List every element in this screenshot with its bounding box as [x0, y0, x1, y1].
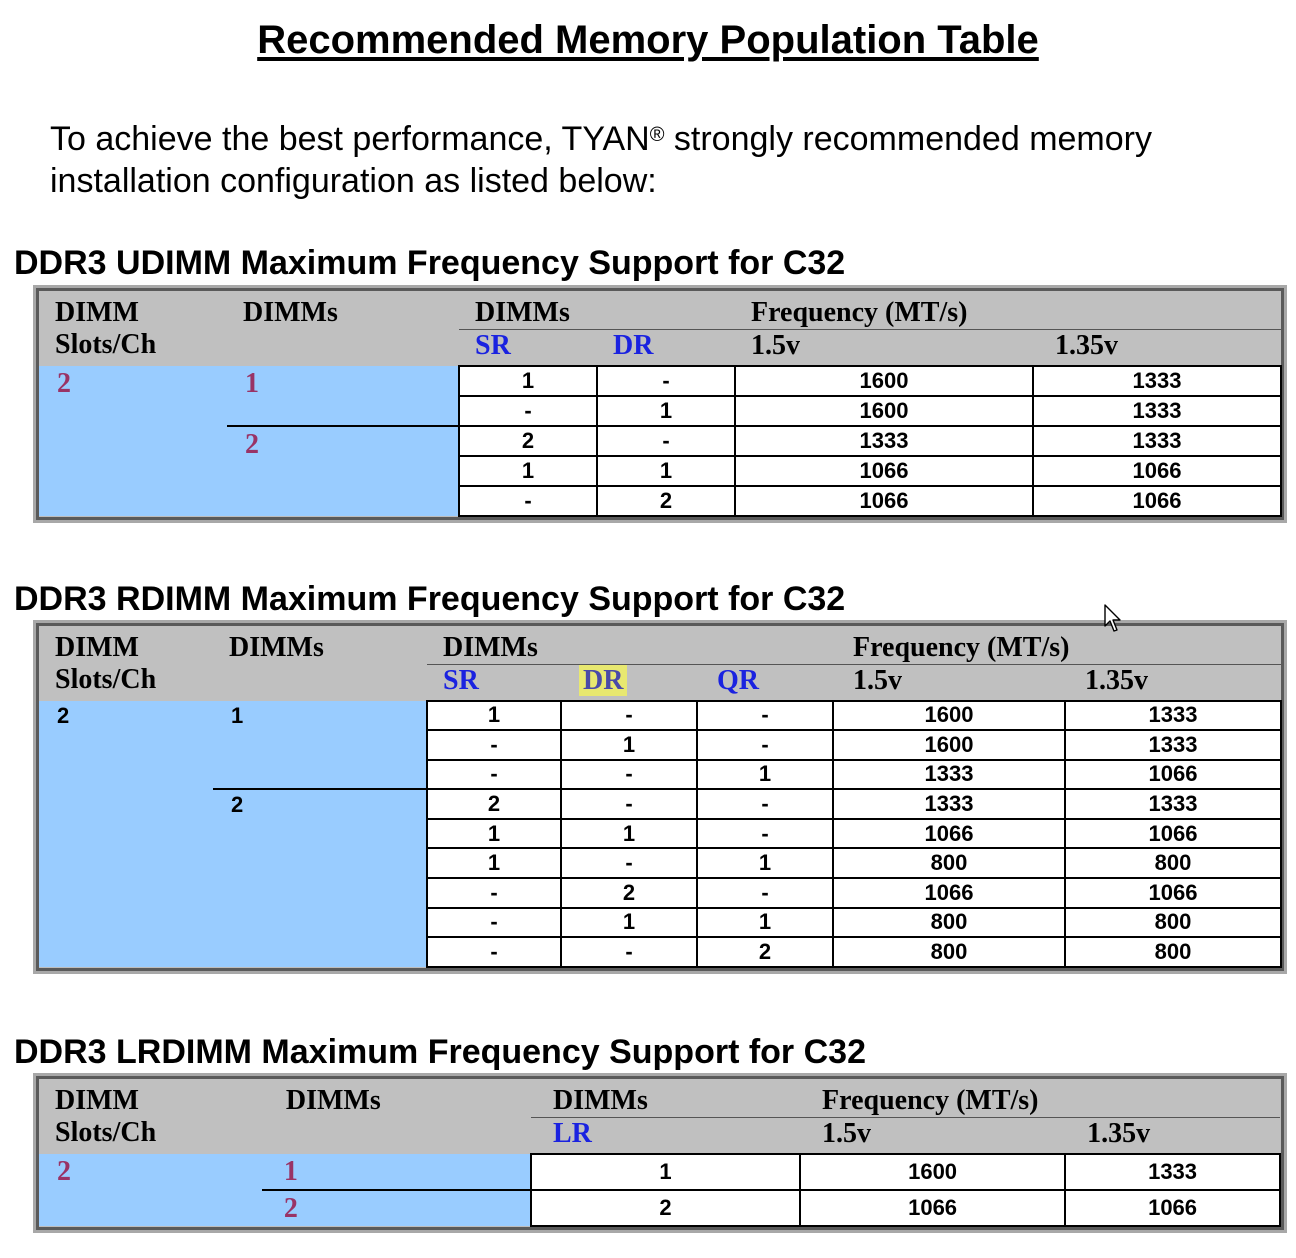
udimm-table: [39, 291, 1282, 517]
table-cell: 2: [597, 486, 735, 516]
table-cell: 1600: [800, 1154, 1065, 1190]
rdimm-header-dimms-group: DIMMs: [427, 626, 833, 665]
table-cell: 1: [561, 908, 697, 938]
lrdimm-header-lr: LR: [531, 1118, 800, 1154]
table-cell: -: [697, 701, 833, 731]
table-cell: 1: [697, 760, 833, 790]
table-cell: -: [597, 366, 735, 396]
intro-line2: installation configuration as listed below:: [50, 162, 657, 200]
rdimm-header-slots: DIMM Slots/Ch: [39, 626, 213, 701]
rdimm-slots-value: 2: [39, 701, 213, 967]
table-cell: -: [459, 396, 597, 426]
table-cell: -: [561, 701, 697, 731]
table-cell: 1333: [1033, 426, 1281, 456]
lrdimm-header-frequency: Frequency (MT/s): [800, 1079, 1280, 1118]
table-cell: 1066: [1065, 878, 1281, 908]
table-cell: 1333: [735, 426, 1033, 456]
table-cell: -: [561, 789, 697, 819]
table-cell: 1333: [1065, 1154, 1280, 1190]
udimm-section-title: DDR3 UDIMM Maximum Frequency Support for C32: [14, 244, 846, 282]
table-cell: 1333: [1065, 730, 1281, 760]
table-cell: 800: [1065, 848, 1281, 878]
table-cell: 1066: [1033, 486, 1281, 516]
udimm-dimms-group-1: 1: [227, 366, 459, 426]
table-cell: -: [427, 760, 561, 790]
udimm-slots-value: 2: [39, 366, 227, 516]
table-cell: 1066: [833, 819, 1065, 849]
table-cell: 1: [561, 819, 697, 849]
table-cell: 1333: [1065, 701, 1281, 731]
intro-line1-end: strongly recommended memory: [664, 120, 1152, 158]
table-cell: -: [459, 486, 597, 516]
table-cell: 1600: [833, 701, 1065, 731]
udimm-dimms-group-2: 2: [227, 426, 459, 516]
intro-line1-start: To achieve the best performance, TYAN: [50, 120, 650, 158]
table-cell: 2: [531, 1190, 800, 1226]
table-cell: 1: [597, 456, 735, 486]
table-cell: 1: [597, 396, 735, 426]
table-cell: 2: [561, 878, 697, 908]
udimm-header-1-5v: 1.5v: [735, 330, 1033, 366]
table-cell: 1333: [833, 760, 1065, 790]
table-cell: -: [427, 878, 561, 908]
table-cell: 1066: [1065, 1190, 1280, 1226]
table-cell: 1333: [1033, 366, 1281, 396]
udimm-header-dr: DR: [597, 330, 735, 366]
table-cell: 800: [1065, 908, 1281, 938]
rdimm-dimms-group-2: 2: [213, 789, 427, 967]
table-cell: 1: [427, 848, 561, 878]
table-cell: -: [697, 789, 833, 819]
table-cell: -: [427, 730, 561, 760]
table-cell: -: [561, 937, 697, 967]
table-cell: 1333: [1033, 396, 1281, 426]
lrdimm-header-slots: DIMM Slots/Ch: [39, 1079, 262, 1154]
table-cell: 1: [459, 366, 597, 396]
registered-mark: ®: [649, 124, 665, 146]
mouse-pointer-icon: [1104, 604, 1124, 634]
rdimm-header-sr: SR: [427, 665, 561, 701]
table-cell: 800: [833, 848, 1065, 878]
page-title: Recommended Memory Population Table: [257, 18, 1039, 62]
rdimm-section-title: DDR3 RDIMM Maximum Frequency Support for C32: [14, 580, 846, 618]
lrdimm-dimms-group-2: 2: [262, 1190, 531, 1226]
table-cell: 1333: [833, 789, 1065, 819]
table-cell: -: [697, 730, 833, 760]
table-cell: 1066: [800, 1190, 1065, 1226]
lrdimm-slots-value: 2: [39, 1154, 262, 1226]
table-cell: 1: [561, 730, 697, 760]
table-cell: 1066: [735, 486, 1033, 516]
table-cell: -: [561, 848, 697, 878]
table-cell: -: [427, 908, 561, 938]
table-cell: 1600: [735, 396, 1033, 426]
table-cell: 2: [697, 937, 833, 967]
udimm-header-sr: SR: [459, 330, 597, 366]
intro-text: [50, 118, 1270, 202]
table-cell: 1: [459, 456, 597, 486]
lrdimm-section-title: DDR3 LRDIMM Maximum Frequency Support for C32: [14, 1033, 866, 1071]
table-cell: 1: [427, 819, 561, 849]
rdimm-header-frequency: Frequency (MT/s): [833, 626, 1281, 665]
udimm-table-frame: [36, 288, 1284, 520]
rdimm-dimms-group-1: 1: [213, 701, 427, 790]
table-cell: -: [697, 819, 833, 849]
table-cell: -: [561, 760, 697, 790]
rdimm-table-frame: [36, 623, 1284, 971]
rdimm-header-dimms: DIMMs: [213, 626, 427, 701]
table-cell: 800: [1065, 937, 1281, 967]
rdimm-header-1-35v: 1.35v: [1065, 665, 1281, 701]
table-cell: 800: [833, 937, 1065, 967]
rdimm-header-1-5v: 1.5v: [833, 665, 1065, 701]
lrdimm-header-dimms: DIMMs: [262, 1079, 531, 1154]
udimm-header-1-35v: 1.35v: [1033, 330, 1281, 366]
table-cell: 1333: [1065, 789, 1281, 819]
table-cell: 1: [697, 848, 833, 878]
rdimm-table: [39, 626, 1282, 968]
table-cell: 1066: [1065, 819, 1281, 849]
rdimm-header-dr: DR: [561, 665, 697, 701]
table-cell: 2: [427, 789, 561, 819]
table-cell: 1066: [1033, 456, 1281, 486]
rdimm-header-qr: QR: [697, 665, 833, 701]
table-cell: 800: [833, 908, 1065, 938]
table-cell: 1: [427, 701, 561, 731]
table-cell: 1: [697, 908, 833, 938]
lrdimm-table: [39, 1079, 1281, 1227]
table-cell: 2: [459, 426, 597, 456]
lrdimm-header-1-5v: 1.5v: [800, 1118, 1065, 1154]
table-cell: 1066: [1065, 760, 1281, 790]
table-cell: 1: [531, 1154, 800, 1190]
lrdimm-header-dimms-group: DIMMs: [531, 1079, 800, 1118]
table-cell: -: [597, 426, 735, 456]
table-cell: -: [697, 878, 833, 908]
table-cell: 1600: [735, 366, 1033, 396]
table-cell: 1066: [833, 878, 1065, 908]
udimm-header-slots: DIMM Slots/Ch: [39, 291, 227, 366]
lrdimm-table-frame: [36, 1076, 1284, 1230]
lrdimm-dimms-group-1: 1: [262, 1154, 531, 1190]
table-cell: 1600: [833, 730, 1065, 760]
udimm-header-dimms: DIMMs: [227, 291, 459, 366]
table-cell: 1066: [735, 456, 1033, 486]
udimm-header-frequency: Frequency (MT/s): [735, 291, 1281, 330]
udimm-header-dimms-group: DIMMs: [459, 291, 735, 330]
table-cell: -: [427, 937, 561, 967]
lrdimm-header-1-35v: 1.35v: [1065, 1118, 1280, 1154]
